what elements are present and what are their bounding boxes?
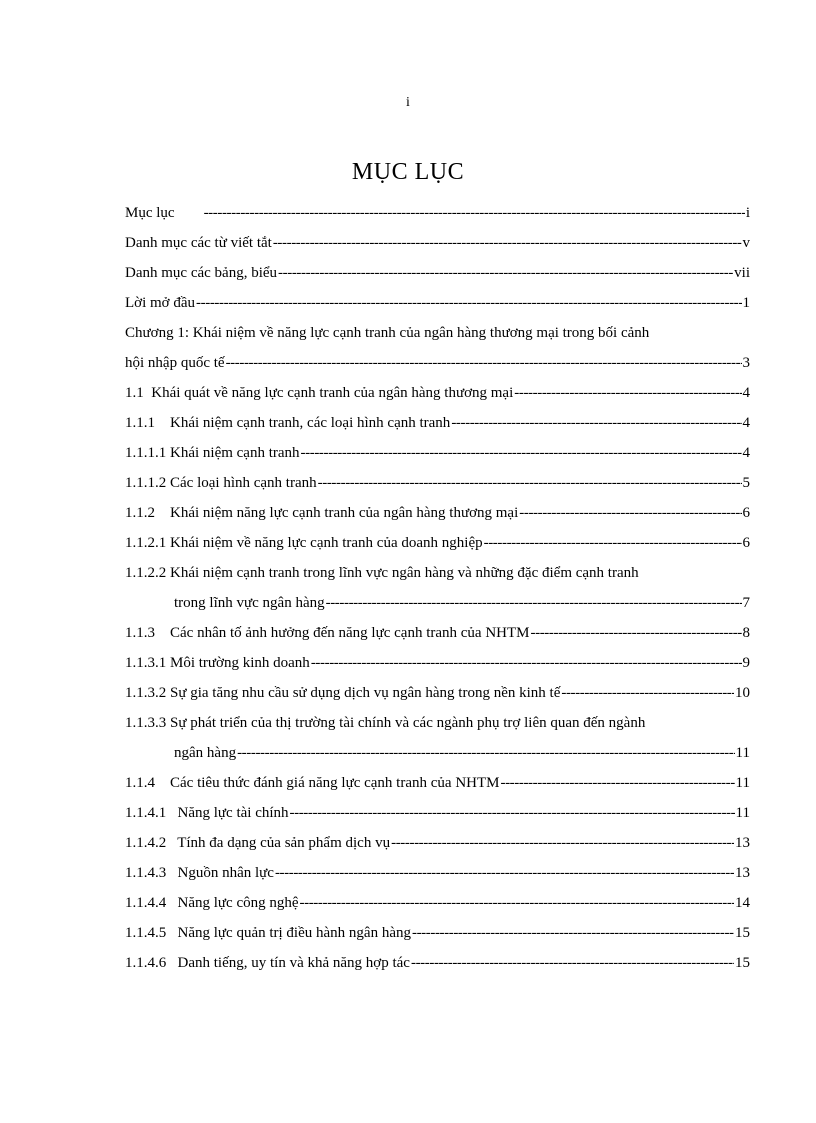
toc-entry-page: 1: [742, 295, 750, 311]
toc-entry-1-1-3-1[interactable]: [125, 648, 750, 678]
toc-entry-page: 11: [735, 745, 750, 761]
toc-entry-page: v: [742, 235, 750, 251]
toc-entry-title-continued: hội nhập quốc tế: [125, 355, 225, 371]
toc-entry-page: 15: [735, 925, 750, 941]
dot-leader: [301, 438, 742, 468]
dot-leader: [237, 738, 734, 768]
toc-entry-title: Lời mở đầu: [125, 295, 196, 311]
toc-entry-title: Danh mục các bảng, biểu: [125, 265, 278, 281]
toc-entry-title: 1.1.4.6 Danh tiếng, uy tín và khả năng hợp tác: [125, 955, 410, 971]
toc-entry-page: 8: [742, 625, 750, 641]
toc-entry-page: 10: [735, 685, 750, 701]
dot-leader: [531, 618, 742, 648]
toc-entry-title: 1.1.3 Các nhân tố ảnh hưởng đến năng lực cạnh tranh của NHTM: [125, 625, 530, 641]
toc-entry-page: vii: [734, 265, 750, 281]
toc-entry-title: Chương 1: Khái niệm về năng lực cạnh tranh của ngân hàng thương mại trong bối cảnh: [125, 325, 650, 341]
toc-entry-title: 1.1.1 Khái niệm cạnh tranh, các loại hình cạnh tranh: [125, 415, 451, 431]
toc-entry-title: 1.1.1.1 Khái niệm cạnh tranh: [125, 445, 300, 461]
page-title: MỤC LỤC: [351, 159, 465, 185]
toc-entry-title: 1.1.4 Các tiêu thức đánh giá năng lực cạnh tranh của NHTM: [125, 775, 500, 791]
page-number: i: [406, 95, 410, 110]
toc-entry-title: 1.1.4.4 Năng lực công nghệ: [125, 895, 299, 911]
toc-entry-1-1-2[interactable]: [125, 498, 750, 528]
toc-entry-title: 1.1.2.1 Khái niệm về năng lực cạnh tranh của doanh nghiệp: [125, 535, 483, 551]
toc-entry-1-1-1-2[interactable]: [125, 468, 750, 498]
toc-entry-1-1-3[interactable]: [125, 618, 750, 648]
toc-entry-page: 14: [735, 895, 750, 911]
toc-entry-title: 1.1.1.2 Các loại hình cạnh tranh: [125, 475, 317, 491]
toc-entry-page: i: [745, 205, 750, 221]
toc-entry-title: 1.1.2 Khái niệm năng lực cạnh tranh của ngân hàng thương mại: [125, 505, 519, 521]
toc-entry-page: 3: [742, 355, 750, 371]
toc-entry-1-1-1[interactable]: [125, 408, 750, 438]
dot-leader: [290, 798, 735, 828]
toc-entry-1-1[interactable]: [125, 378, 750, 408]
toc-entry-title: 1.1.3.2 Sự gia tăng nhu cầu sử dụng dịch vụ ngân hàng trong nền kinh tế: [125, 685, 561, 701]
dot-leader: [391, 828, 734, 858]
toc-entry-1-1-4-6[interactable]: [125, 948, 750, 978]
toc-entry-1-1-1-1[interactable]: [125, 438, 750, 468]
dot-leader: [273, 228, 742, 258]
toc-entry-title: 1.1 Khái quát về năng lực cạnh tranh của ngân hàng thương mại: [125, 385, 514, 401]
toc-entry-1-1-4-3[interactable]: [125, 858, 750, 888]
toc-entry-title: Mục lục: [125, 205, 175, 221]
dot-leader: [326, 588, 742, 618]
toc-entry-page: 6: [742, 505, 750, 521]
toc-entry-page: 9: [742, 655, 750, 671]
toc-entry-1-1-4-5[interactable]: [125, 918, 750, 948]
toc-entry-page: 13: [735, 835, 750, 851]
toc-entry-introduction[interactable]: [125, 288, 750, 318]
toc-entry-title: Danh mục các từ viết tắt: [125, 235, 272, 251]
dot-leader: [275, 858, 734, 888]
dot-leader: [412, 918, 734, 948]
toc-entry-abbreviations[interactable]: [125, 228, 750, 258]
dot-leader: [519, 498, 741, 528]
toc-entry-1-1-4-2[interactable]: [125, 828, 750, 858]
dot-leader: [411, 948, 734, 978]
toc-entry-page: 11: [735, 775, 750, 791]
toc-entry-page: 13: [735, 865, 750, 881]
toc-entry-page: 11: [735, 805, 750, 821]
toc-entry-title: 1.1.4.5 Năng lực quản trị điều hành ngân hàng: [125, 925, 411, 941]
toc-entry-title-continued: trong lĩnh vực ngân hàng: [174, 595, 325, 611]
toc-entry-page: 6: [742, 535, 750, 551]
toc-entry-1-1-4-4[interactable]: [125, 888, 750, 918]
toc-entry-page: 5: [742, 475, 750, 491]
toc-entry-tables[interactable]: [125, 258, 750, 288]
dot-leader: [500, 768, 734, 798]
dot-leader: [561, 678, 734, 708]
dot-leader: [300, 888, 734, 918]
toc-entry-page: 15: [735, 955, 750, 971]
toc-entry-title-continued: ngân hàng: [174, 745, 237, 761]
toc-entry-page: 4: [742, 445, 750, 461]
toc-entry-title: 1.1.4.2 Tính đa dạng của sản phẩm dịch vụ: [125, 835, 391, 851]
toc-entry-muc-luc[interactable]: [125, 198, 750, 228]
toc-entry-title: 1.1.4.3 Nguồn nhân lực: [125, 865, 274, 881]
toc-entry-1-1-3-3[interactable]: [125, 708, 750, 768]
toc-entry-chapter-1[interactable]: [125, 318, 750, 378]
toc-entry-title: 1.1.4.1 Năng lực tài chính: [125, 805, 289, 821]
table-of-contents: [125, 198, 750, 978]
toc-entry-title: 1.1.2.2 Khái niệm cạnh tranh trong lĩnh vực ngân hàng và những đặc điểm cạnh tranh: [125, 565, 639, 581]
dot-leader: [311, 648, 742, 678]
dot-leader: [196, 288, 741, 318]
toc-entry-1-1-2-1[interactable]: [125, 528, 750, 558]
toc-entry-1-1-4[interactable]: [125, 768, 750, 798]
toc-entry-page: 4: [742, 415, 750, 431]
toc-entry-page: 4: [742, 385, 750, 401]
dot-leader: [451, 408, 741, 438]
toc-entry-1-1-4-1[interactable]: [125, 798, 750, 828]
toc-entry-1-1-3-2[interactable]: [125, 678, 750, 708]
dot-leader: [514, 378, 741, 408]
dot-leader: [278, 258, 733, 288]
toc-entry-1-1-2-2[interactable]: [125, 558, 750, 618]
toc-entry-title: 1.1.3.1 Môi trường kinh doanh: [125, 655, 310, 671]
dot-leader: [484, 528, 742, 558]
dot-leader: [204, 198, 745, 228]
dot-leader: [318, 468, 742, 498]
toc-entry-title: 1.1.3.3 Sự phát triển của thị trường tài chính và các ngành phụ trợ liên quan đến ngành: [125, 715, 646, 731]
dot-leader: [226, 348, 742, 378]
toc-entry-page: 7: [742, 595, 750, 611]
